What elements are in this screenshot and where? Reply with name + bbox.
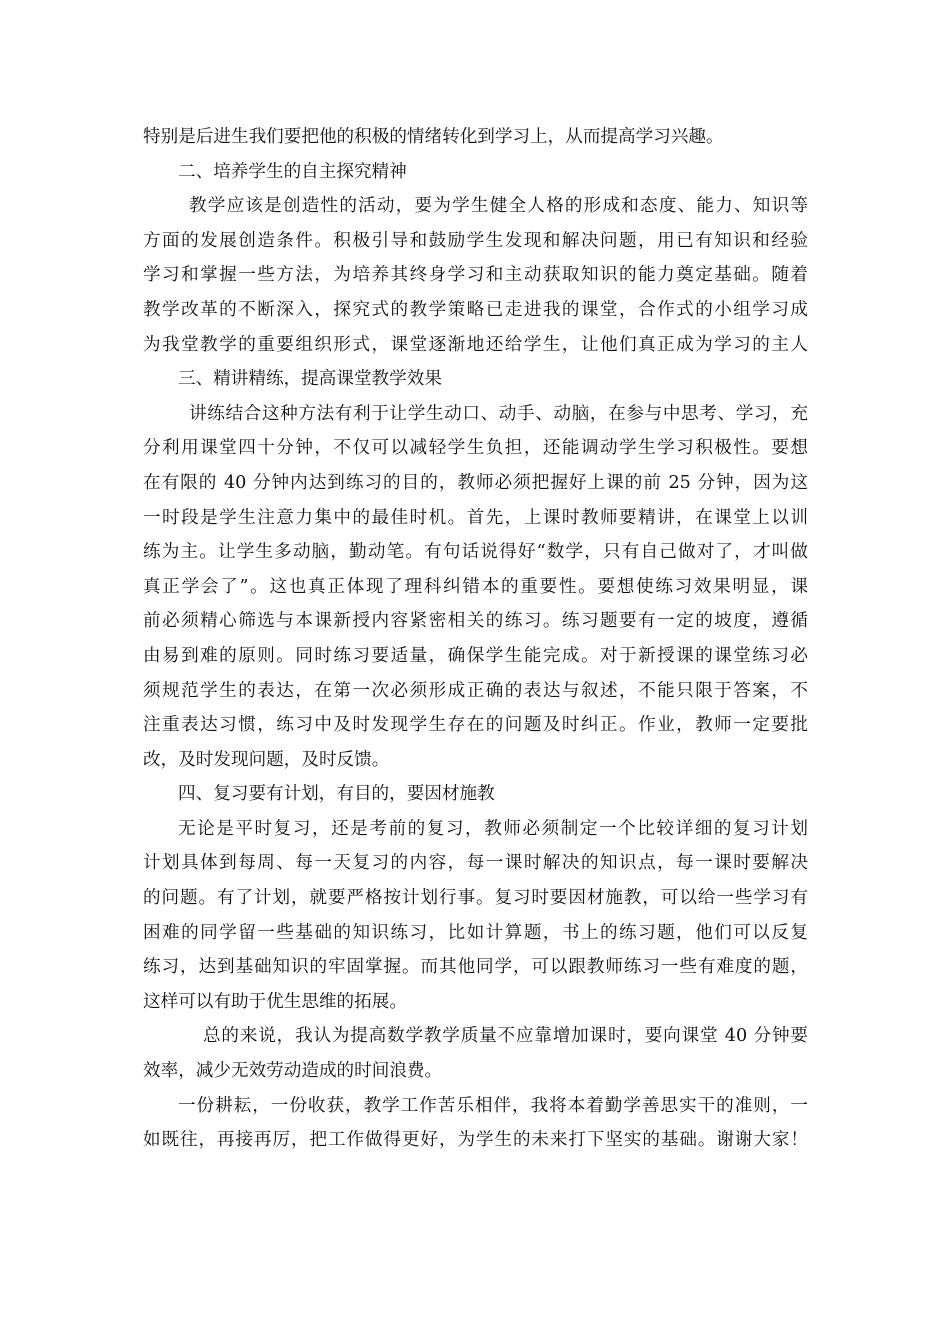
text-line: 练为主。让学生多动脑，勤动笔。有句话说得好“数学，只有自己做对了，才叫做: [143, 542, 808, 563]
text-line: 如既往，再接再厉，把工作做得更好，为学生的未来打下坚实的基础。谢谢大家！: [143, 1130, 808, 1151]
text-line: 的问题。有了计划，就要严格按计划行事。复习时要因材施教，可以给一些学习有: [143, 888, 808, 909]
text-line: 练习，达到基础知识的牢固掌握。而其他同学，可以跟教师练习一些有难度的题，: [143, 957, 808, 978]
section-heading: 三、精讲精练，提高课堂教学效果: [178, 369, 442, 390]
text-line: 真正学会了”。这也真正体现了理科纠错本的重要性。要想使练习效果明显，课: [143, 576, 808, 597]
text-line: 分利用课堂四十分钟，不仅可以减轻学生负担，还能调动学生学习积极性。要想: [143, 438, 808, 459]
text-line: 讲练结合这种方法有利于让学生动口、动手、动脑，在参与中思考、学习，充: [189, 403, 808, 424]
text-line: 教学改革的不断深入，探究式的教学策略已走进我的课堂，合作式的小组学习成: [143, 299, 808, 320]
text-line: 在有限的 40 分钟内达到练习的目的，教师必须把握好上课的前 25 分钟，因为这: [143, 472, 808, 493]
text-line: 一份耕耘，一份收获，教学工作苦乐相伴，我将本着勤学善思实干的准则，一: [178, 1095, 808, 1116]
text-line: 总的来说，我认为提高数学教学质量不应靠增加课时，要向课堂 40 分钟要: [203, 1026, 808, 1047]
text-line: 方面的发展创造条件。积极引导和鼓励学生发现和解决问题，用已有知识和经验: [143, 230, 808, 251]
text-line: 学习和掌握一些方法，为培养其终身学习和主动获取知识的能力奠定基础。随着: [143, 265, 808, 286]
text-line: 教学应该是创造性的活动，要为学生健全人格的形成和态度、能力、知识等: [189, 196, 808, 217]
text-line: 特别是后进生我们要把他的积极的情绪转化到学习上，从而提高学习兴趣。: [143, 127, 724, 147]
text-line: 效率，减少无效劳动造成的时间浪费。: [143, 1061, 443, 1082]
text-line: 注重表达习惯，练习中及时发现学生存在的问题及时纠正。作业，教师一定要批: [143, 715, 808, 736]
document-page: [143, 120, 808, 1158]
text-line: 这样可以有助于优生思维的拓展。: [143, 991, 407, 1012]
section-heading: 四、复习要有计划，有目的，要因材施教: [178, 784, 495, 805]
text-line: 计划具体到每周、每一天复习的内容，每一课时解决的知识点，每一课时要解决: [143, 853, 808, 874]
text-line: 改，及时发现问题，及时反馈。: [143, 749, 390, 770]
text-line: 由易到难的原则。同时练习要适量，确保学生能完成。对于新授课的课堂练习必: [143, 645, 808, 666]
text-line: 须规范学生的表达，在第一次必须形成正确的表达与叙述，不能只限于答案，不: [143, 680, 808, 701]
text-line: 无论是平时复习，还是考前的复习，教师必须制定一个比较详细的复习计划: [178, 818, 808, 839]
text-line: 为我堂教学的重要组织形式，课堂逐渐地还给学生，让他们真正成为学习的主人: [143, 334, 808, 355]
section-heading: 二、培养学生的自主探究精神: [178, 161, 407, 182]
text-line: 困难的同学留一些基础的知识练习，比如计算题，书上的练习题，他们可以反复: [143, 922, 808, 943]
text-line: 一时段是学生注意力集中的最佳时机。首先，上课时教师要精讲，在课堂上以训: [143, 507, 808, 528]
text-line: 前必须精心筛选与本课新授内容紧密相关的练习。练习题要有一定的坡度，遵循: [143, 611, 808, 632]
